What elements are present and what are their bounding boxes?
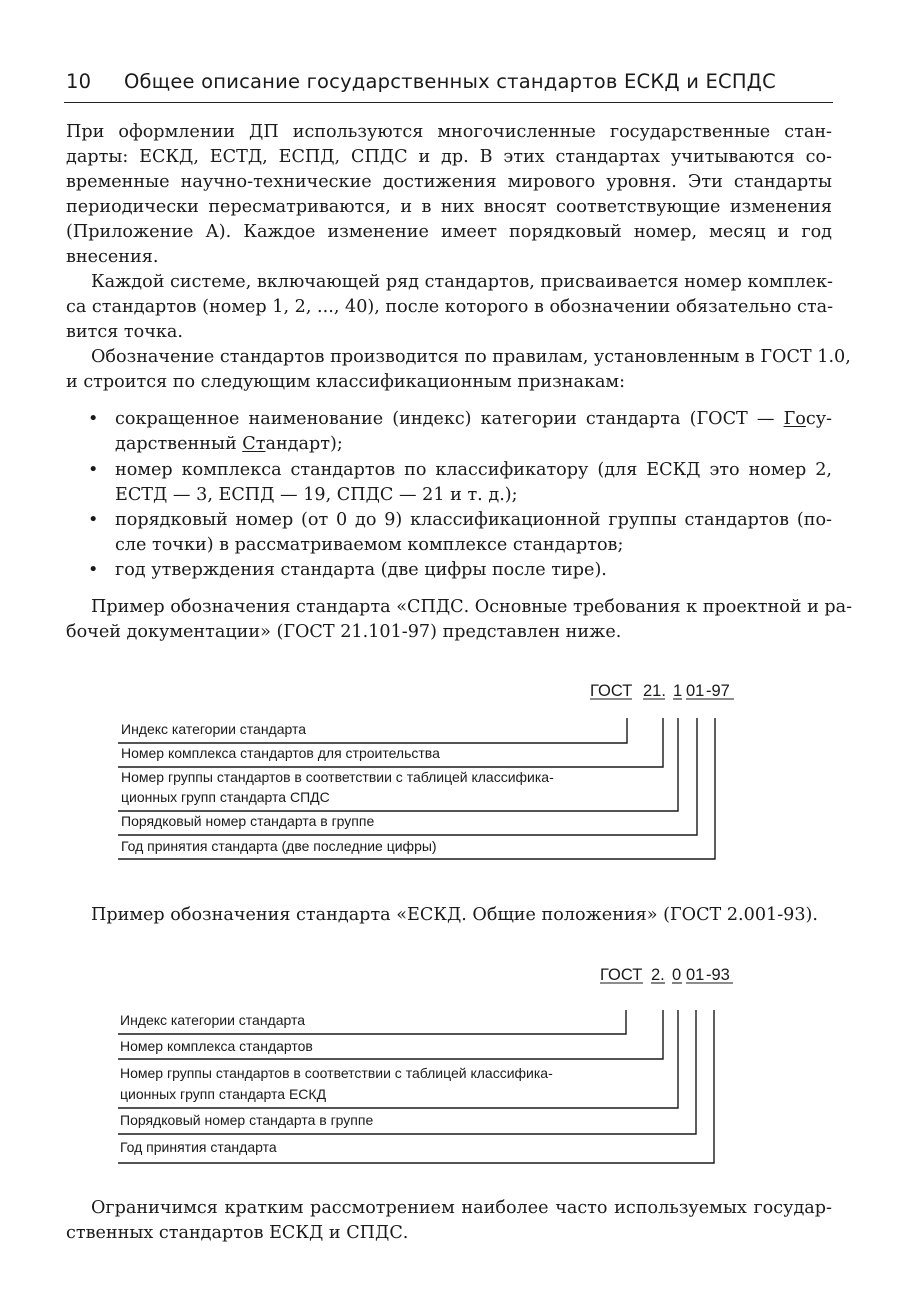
- diagram-label: Номер группы стандартов в соответствии с таблицей классифика-: [120, 1065, 553, 1081]
- text-line: дарственный Стандарт);: [115, 434, 343, 454]
- leader-line: [118, 718, 627, 743]
- paragraph-conclusion: [66, 1196, 832, 1246]
- leader-line: [118, 1010, 678, 1108]
- text-line: год утверждения стандарта (две цифры после тире).: [115, 560, 607, 580]
- leader-line: [118, 718, 663, 767]
- text-line: Ограничимся кратким рассмотрением наиболее часто используемых государ-: [91, 1198, 832, 1218]
- code-number: 01: [686, 966, 705, 984]
- text-line: При оформлении ДП используются многочисленные государственные стан-: [66, 122, 832, 142]
- text-line: ЕСТД — 3, ЕСПД — 19, СПДС — 21 и т. д.);: [115, 485, 518, 505]
- bullet-marker: •: [88, 560, 99, 580]
- leader-line: [118, 718, 678, 811]
- code-year: -97: [706, 682, 730, 700]
- text-line: внесения.: [66, 247, 159, 267]
- diagram-label: ционных групп стандарта ЕСКД: [120, 1086, 327, 1102]
- text-line: (Приложение А). Каждое изменение имеет порядковый номер, месяц и год: [66, 222, 832, 242]
- underlined-abbr: Го: [783, 409, 806, 429]
- text-line: Обозначение стандартов производится по правилам, установленным в ГОСТ 1.0,: [91, 347, 851, 367]
- code-group: 0: [672, 966, 682, 984]
- running-title: Общее описание государственных стандартов ЕСКД и ЕСПДС: [124, 70, 776, 93]
- diagram-label: Год принятия стандарта: [120, 1139, 277, 1155]
- paragraph-system: [66, 270, 832, 345]
- text-line: и строится по следующим классификационным признакам:: [66, 372, 626, 392]
- text-line: Пример обозначения стандарта «СПДС. Основные требования к проектной и ра-: [91, 597, 853, 617]
- code-complex: 2.: [651, 966, 665, 984]
- diagram-label: Номер комплекса стандартов: [120, 1038, 313, 1054]
- code-group: 1: [673, 682, 683, 700]
- paragraph-designation: [66, 345, 851, 395]
- text-line: сле точки) в рассматриваемом комплексе стандартов;: [115, 535, 624, 555]
- diagram-label: Порядковый номер стандарта в группе: [120, 1112, 374, 1128]
- diagram-label: Год принятия стандарта (две последние цифры): [121, 838, 437, 854]
- underlined-abbr: Ст: [242, 434, 266, 454]
- code-gost: ГОСТ: [590, 682, 633, 700]
- text-line: ственных стандартов ЕСКД и СПДС.: [66, 1223, 409, 1243]
- diagram-label: Номер комплекса стандартов для строительства: [121, 745, 440, 761]
- code-year: -93: [706, 966, 730, 984]
- leader-line: [118, 1010, 714, 1163]
- bullet-marker: •: [88, 510, 99, 530]
- code-gost: ГОСТ: [600, 966, 643, 984]
- diagram-label: Индекс категории стандарта: [121, 721, 307, 737]
- text-line: периодически пересматриваются, и в них вносят соответствующие изменения: [66, 197, 832, 217]
- running-header: [64, 66, 833, 103]
- page-number: 10: [66, 70, 92, 93]
- diagram-label: Порядковый номер стандарта в группе: [121, 813, 375, 829]
- paragraph-example2: [66, 903, 832, 928]
- text-line: са стандартов (номер 1, 2, ..., 40), после которого в обозначении обязательно ста-: [66, 297, 834, 317]
- diagram-label: Индекс категории стандарта: [120, 1012, 306, 1028]
- text-line: порядковый номер (от 0 до 9) классификационной группы стандартов (по-: [115, 510, 832, 530]
- text-line: бочей документации» (ГОСТ 21.101-97) представлен ниже.: [66, 622, 622, 642]
- leader-line: [118, 718, 697, 835]
- text-line: сокращенное наименование (индекс) категории стандарта (ГОСТ — Госу-: [115, 409, 832, 429]
- text-line: дарты: ЕСКД, ЕСТД, ЕСПД, СПДС и др. В этих стандартах учитываются со-: [66, 147, 832, 167]
- text-line: номер комплекса стандартов по классификатору (для ЕСКД это номер 2,: [115, 460, 832, 480]
- text-line: временные научно-технические достижения мирового уровня. Эти стандарты: [66, 172, 832, 192]
- leader-line: [118, 1010, 696, 1134]
- diagram-label: ционных групп стандарта СПДС: [121, 789, 330, 805]
- leader-line: [118, 1010, 663, 1059]
- paragraph-intro: [66, 120, 832, 270]
- code-complex: 21.: [643, 682, 666, 700]
- bullet-marker: •: [88, 409, 99, 429]
- paragraph-example1: [66, 595, 853, 645]
- leader-line: [118, 1010, 626, 1034]
- diagram-label: Номер группы стандартов в соответствии с таблицей классифика-: [121, 769, 554, 785]
- text-line: Пример обозначения стандарта «ЕСКД. Общие положения» (ГОСТ 2.001-93).: [91, 905, 819, 925]
- text-line: вится точка.: [66, 322, 183, 342]
- bullet-marker: •: [88, 460, 99, 480]
- text-line: Каждой системе, включающей ряд стандартов, присваивается номер комплек-: [91, 272, 833, 292]
- code-number: 01: [686, 682, 705, 700]
- leader-line: [118, 718, 715, 859]
